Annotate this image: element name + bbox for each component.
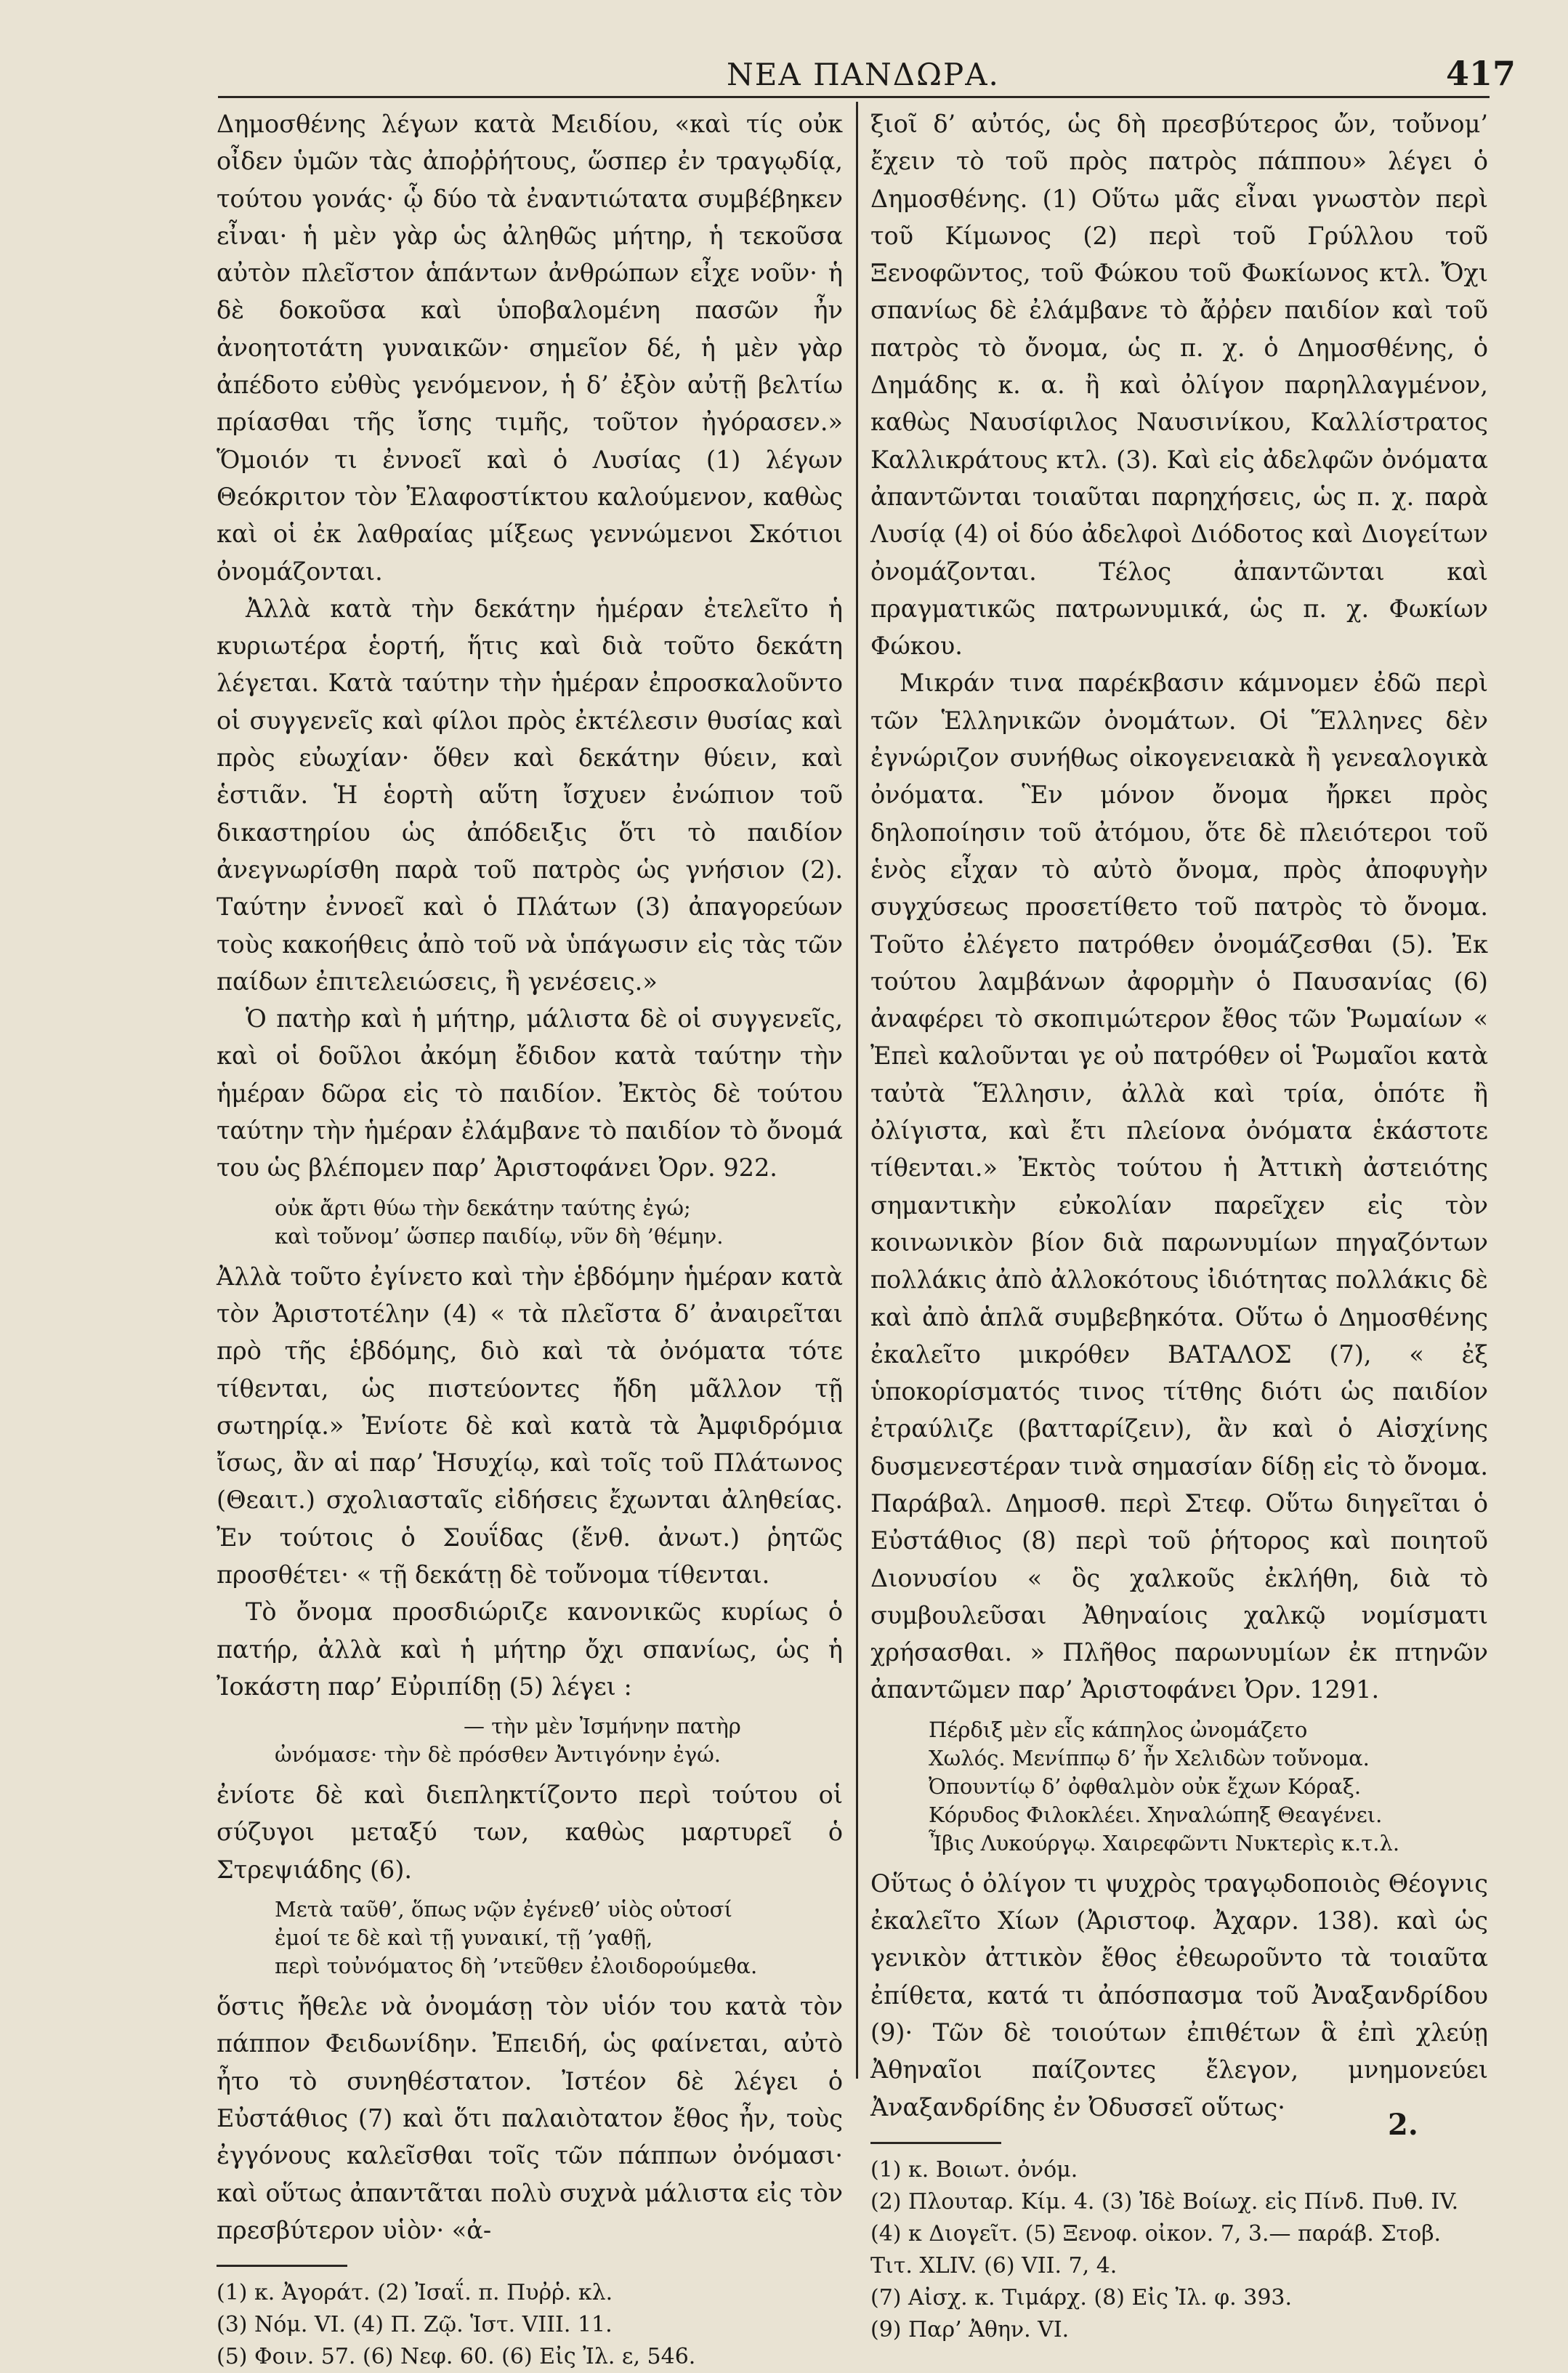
paragraph: Τὸ ὄνομα προσδιώριζε κανονικῶς κυρίως ὁ πατήρ, ἀλλὰ καὶ ἡ μήτηρ ὄχι σπανίως, ὡς ἡ Ἰοκάστη παρ’ Εὐριπίδῃ (5) λέγει : [217, 1598, 843, 1701]
paragraph: Δημοσθένης λέγων κατὰ Μειδίου, «καὶ τίς οὐκ οἶδεν ὑμῶν τὰς ἀποῤῥήτους, ὥσπερ ἐν τραγῳδίᾳ, τούτου γονάς· ᾧ δύο τὰ ἐναντιώτατα συμβέβηκεν εἶναι· ἡ μὲν γὰρ ὡς ἀληθῶς μήτηρ, ἡ τεκοῦσα αὐτὸν πλεῖστον ἁπάντων ἀνθρώπων εἶχε νοῦν· ἡ δὲ δοκοῦσα καὶ ὑποβαλομένη πασῶν ἦν ἀνοητοτάτη γυναικῶν· σημεῖον δέ, ἡ μὲν γὰρ ἀπέδοτο εὐθὺς γενόμενον, ἡ δ’ ἐξὸν αὐτῇ βελτίω πρίασθαι τῆς ἴσης τιμῆς, τοῦτον ἠγόρασεν.» Ὅμοιόν τι ἐννοεῖ καὶ ὁ Λυσίας (1) λέγων Θεόκριτον τὸν Ἐλαφοστίκτου καλούμενον, καθὼς καὶ οἱ ἐκ λαθραίας μίξεως γεννώμενοι Σκότιοι ὀνομάζονται. [217, 110, 843, 586]
verse-line: οὐκ ἄρτι θύω τὴν δεκάτην ταύτης ἐγώ; [275, 1195, 691, 1220]
footnote: (7) Αἰσχ. κ. Τιμάρχ. (8) Εἰς Ἰλ. φ. 393. [870, 2284, 1293, 2310]
page-number: 417 [1446, 54, 1516, 93]
paragraph: Μικράν τινα παρέκβασιν κάμνομεν ἐδῶ περὶ τῶν Ἑλληνικῶν ὀνομάτων. Οἱ Ἕλληνες δὲν ἐγνώριζον συνήθως οἰκογενειακὰ ἢ γενεαλογικὰ ὀνόματα. Ἓν μόνον ὄνομα ἤρκει πρὸς δηλοποίησιν τοῦ ἀτόμου, ὅτε δὲ πλειότεροι τοῦ ἑνὸς εἶχαν τὸ αὐτὸ ὄνομα, πρὸς ἀποφυγὴν συγχύσεως προσετίθετο τοῦ πατρὸς τὸ ὄνομα. Τοῦτο ἐλέγετο πατρόθεν ὀνομάζεσθαι (5). Ἐκ τούτου λαμβάνων ἀφορμὴν ὁ Παυσανίας (6) ἀναφέρει τὸ σκοπιμώτερον ἔθος τῶν Ῥωμαίων « Ἐπεὶ καλοῦνται γε οὐ πατρόθεν οἱ Ῥωμαῖοι κατὰ ταὐτὰ Ἕλλησιν, ἀλλὰ καὶ τρία, ὁπότε ἢ ὀλίγιστα, καὶ ἔτι πλείονα ὀνόματα ἑκάστοτε τίθενται.» Ἐκτὸς τούτου ἡ Ἀττικὴ ἀστειότης σημαντικὴν εὐκολίαν παρεῖχεν εἰς τὸν κοινωνικὸν βίον διὰ παρωνυμίων πηγαζόντων πολλάκις ἀπὸ ἀλλοκότους ἰδιότητας πολλάκις δὲ καὶ ἀπὸ ἁπλᾶ συμβεβηκότα. Οὕτω ὁ Δημοσθένης ἐκαλεῖτο μικρόθεν ΒΑΤΑΛΟΣ (7), « ἐξ ὑποκορίσματός τινος τίτθης διότι ὡς παιδίον ἐτραύλιζε (βατταρίζειν), ἂν καὶ ὁ Αἰσχίνης δυσμενεστέραν τινὰ σημασίαν δίδῃ εἰς τὸ ὄνομα. Παράβαλ. Δημοσθ. περὶ Στεφ. Οὕτω διηγεῖται ὁ Εὐστάθιος (8) περὶ τοῦ ῥήτορος καὶ ποιητοῦ Διονυσίου « ὃς χαλκοῦς ἐκλήθη, διὰ τὸ συμβουλεῦσαι Ἀθηναίοις χαλκῷ νομίσματι χρήσασθαι. » Πλῆθος παρωνυμίων ἐκ πτηνῶν ἀπαντῶμεν παρ’ Ἀριστοφάνει Ὀρν. 1291. [870, 669, 1488, 1704]
verse-line: Χωλός. Μενίππῳ δ’ ἦν Χελιδὼν τοὔνομα. [929, 1745, 1370, 1770]
running-head: ΝΕΑ ΠΑΝΔΩΡΑ. [727, 57, 1000, 92]
column-divider [856, 102, 858, 2079]
paragraph: ξιοῖ δ’ αὐτός, ὡς δὴ πρεσβύτερος ὤν, τοὔνομ’ ἔχειν τὸ τοῦ πρὸς πατρὸς πάππου» λέγει ὁ Δημοσθένης. (1) Οὕτω μᾶς εἶναι γνωστὸν περὶ τοῦ Κίμωνος (2) περὶ τοῦ Γρύλλου τοῦ Ξενοφῶντος, τοῦ Φώκου τοῦ Φωκίωνος κτλ. Ὄχι σπανίως δὲ ἐλάμβανε τὸ ἄῤῥεν παιδίον καὶ τοῦ πατρὸς τὸ ὄνομα, ὡς π. χ. ὁ Δημοσθένης, ὁ Δημάδης κ. α. ἢ καὶ ὀλίγον παρηλλαγμένον, καθὼς Ναυσίφιλος Ναυσινίκου, Καλλίστρατος Καλλικράτους κτλ. (3). Καὶ εἰς ἀδελφῶν ὀνόματα ἀπαντῶνται τοιαῦται παρηχήσεις, ὡς π. χ. παρὰ Λυσίᾳ (4) οἱ δύο ἀδελφοὶ Διόδοτος καὶ Διογείτων ὀνομάζονται. Τέλος ἀπαντῶνται καὶ πραγματικῶς πατρωνυμικά, ὡς π. χ. Φωκίων Φώκου. [870, 110, 1488, 661]
verse-quote [275, 1895, 843, 1981]
header-rule [218, 96, 1490, 98]
verse-line: Μετὰ ταῦθ’, ὅπως νῷν ἐγένεθ’ υἱὸς οὑτοσί [275, 1897, 732, 1922]
signature-mark: 2. [1388, 2108, 1418, 2142]
paragraph: Οὕτως ὁ ὀλίγον τι ψυχρὸς τραγῳδοποιὸς Θέογνις ἐκαλεῖτο Χίων (Ἀριστοφ. Ἀχαρν. 138). καὶ ὡς γενικὸν ἀττικὸν ἔθος ἐθεωροῦντο τὰ τοιαῦτα ἐπίθετα, κατά τι ἀπόσπασμα τοῦ Ἀναξανδρίδου (9)· Τῶν δὲ τοιούτων ἐπιθέτων ἃ ἐπὶ χλεύῃ Ἀθηναῖοι παίζοντες ἔλεγον, μνημονεύει Ἀναξανδρίδης ἐν Ὀδυσσεῖ οὕτως· [870, 1869, 1488, 2122]
paragraph: ὅστις ἤθελε νὰ ὀνομάσῃ τὸν υἱόν του κατὰ τὸν πάππον Φειδωνίδην. Ἐπειδή, ὡς φαίνεται, αὐτὸ ἦτο τὸ συνηθέστατον. Ἰστέον δὲ λέγει ὁ Εὐστάθιος (7) καὶ ὅτι παλαιὸτατον ἔθος ἦν, τοὺς ἐγγόνους καλεῖσθαι τοῖς τῶν πάππων ὀνόμασι· καὶ οὕτως ἀπαντᾶται πολὺ συχνὰ μάλιστα εἰς τὸν πρεσβύτερον υἱὸν· «ἀ- [217, 1992, 843, 2244]
left-column [217, 105, 843, 2373]
paragraph: Ὁ πατὴρ καὶ ἡ μήτηρ, μάλιστα δὲ οἱ συγγενεῖς, καὶ οἱ δοῦλοι ἀκόμη ἔδιδον κατὰ ταύτην τὴν ἡμέραν δῶρα εἰς τὸ παιδίον. Ἐκτὸς δὲ τούτου ταύτην τὴν ἡμέραν ἐλάμβανε τὸ παιδίον τὸ ὄνομά του ὡς βλέπομεν παρ’ Ἀριστοφάνει Ὀρν. 922. [217, 1004, 843, 1183]
footnote: (1) κ. Βοιωτ. ὀνόμ. [870, 2156, 1078, 2183]
footnote: (1) κ. Ἀγοράτ. (2) Ἰσαΐ. π. Πυῤῥ. κλ. [217, 2280, 613, 2306]
verse-line: Ὀπουντίῳ δ’ ὀφθαλμὸν οὐκ ἔχων Κόραξ. [929, 1773, 1362, 1799]
footnote: (2) Πλουταρ. Κίμ. 4. (3) Ἰδὲ Βοίωχ. εἰς Πίνδ. Πυθ. IV. (4) κ Διογεῖτ. (5) Ξενοφ. οἰκον. 7, 3.— παράβ. Στοβ. Τιτ. XLIV. (6) VII. 7, 4. [870, 2188, 1459, 2279]
verse-quote [929, 1716, 1488, 1858]
footnote-rule [217, 2265, 347, 2267]
footnote: (3) Νόμ. VI. (4) Π. Ζῷ. Ἱστ. VIII. 11. [217, 2312, 613, 2338]
paragraph: Ἀλλὰ κατὰ τὴν δεκάτην ἡμέραν ἐτελεῖτο ἡ κυριωτέρα ἑορτή, ἥτις καὶ διὰ τοῦτο δεκάτη λέγεται. Κατὰ ταύτην τὴν ἡμέραν ἐπροσκαλοῦντο οἱ συγγενεῖς καὶ φίλοι πρὸς ἐκτέλεσιν θυσίας καὶ πρὸς εὐωχίαν· ὅθεν καὶ δεκάτην θύειν, καὶ ἑστιᾶν. Ἡ ἑορτὴ αὕτη ἴσχυεν ἐνώπιον τοῦ δικαστηρίου ὡς ἀπόδειξις ὅτι τὸ παιδίον ἀνεγνωρίσθη παρὰ τοῦ πατρὸς ὡς γνήσιον (2). Ταύτην ἐννοεῖ καὶ ὁ Πλάτων (3) ἀπαγορεύων τοὺς κακοήθεις ἀπὸ τοῦ νὰ ὑπάγωσιν εἰς τὰς τῶν παίδων ἐπιτελειώσεις, ἢ γενέσεις.» [217, 594, 843, 996]
paragraph: Ἀλλὰ τοῦτο ἐγίνετο καὶ τὴν ἑβδόμην ἡμέραν κατὰ τὸν Ἀριστοτέλην (4) « τὰ πλεῖστα δ’ ἀναιρεῖται πρὸ τῆς ἑβδόμης, διὸ καὶ τὰ ὀνόματα τότε τίθενται, ὡς πιστεύοντες ἤδη μᾶλλον τῇ σωτηρίᾳ.» Ἐνίοτε δὲ καὶ κατὰ τὰ Ἀμφιδρόμια ἴσως, ἂν αἱ παρ’ Ἡσυχίῳ, καὶ τοῖς τοῦ Πλάτωνος (Θεαιτ.) σχολιασταῖς εἰδήσεις ἔχωνται ἀληθείας. Ἐν τούτοις ὁ Σουΐδας (ἔνθ. ἀνωτ.) ῥητῶς προσθέτει· « τῇ δεκάτῃ δὲ τοὔνομα τίθενται. [217, 1262, 843, 1589]
footnote-rule [870, 2142, 1001, 2144]
verse-line: Πέρδιξ μὲν εἷς κάπηλος ὠνομάζετο [929, 1717, 1308, 1742]
paragraph: ἐνίοτε δὲ καὶ διεπληκτίζοντο περὶ τούτου οἱ σύζυγοι μεταξύ των, καθὼς μαρτυρεῖ ὁ Στρεψιάδης (6). [217, 1781, 843, 1884]
verse-line: ὠνόμασε· τὴν δὲ πρόσθεν Ἀντιγόνην ἐγώ. [275, 1742, 722, 1768]
footnote: (9) Παρ’ Ἀθην. VI. [870, 2316, 1070, 2342]
verse-line: — τὴν μὲν Ἰσμήνην πατὴρ [464, 1714, 741, 1739]
verse-line: Ἶβις Λυκούργῳ. Χαιρεφῶντι Νυκτερὶς κ.τ.λ. [929, 1830, 1400, 1856]
verse-line: ἐμοί τε δὲ καὶ τῇ γυναικί, τῇ ’γαθῇ, [275, 1925, 653, 1951]
verse-quote [275, 1712, 843, 1769]
verse-line: Κόρυδος Φιλοκλέει. Χηναλώπηξ Θεαγένει. [929, 1802, 1383, 1827]
footnote: (5) Φοιν. 57. (6) Νεφ. 60. (6) Εἰς Ἰλ. ε, 546. [217, 2344, 696, 2370]
verse-line: περὶ τοὐνόματος δὴ ’ντεῦθεν ἐλοιδορούμεθα. [275, 1954, 758, 1979]
verse-quote [275, 1194, 843, 1251]
right-column [870, 105, 1488, 2346]
verse-line: καὶ τοὔνομ’ ὥσπερ παιδίῳ, νῦν δὴ ’θέμην. [275, 1223, 724, 1249]
